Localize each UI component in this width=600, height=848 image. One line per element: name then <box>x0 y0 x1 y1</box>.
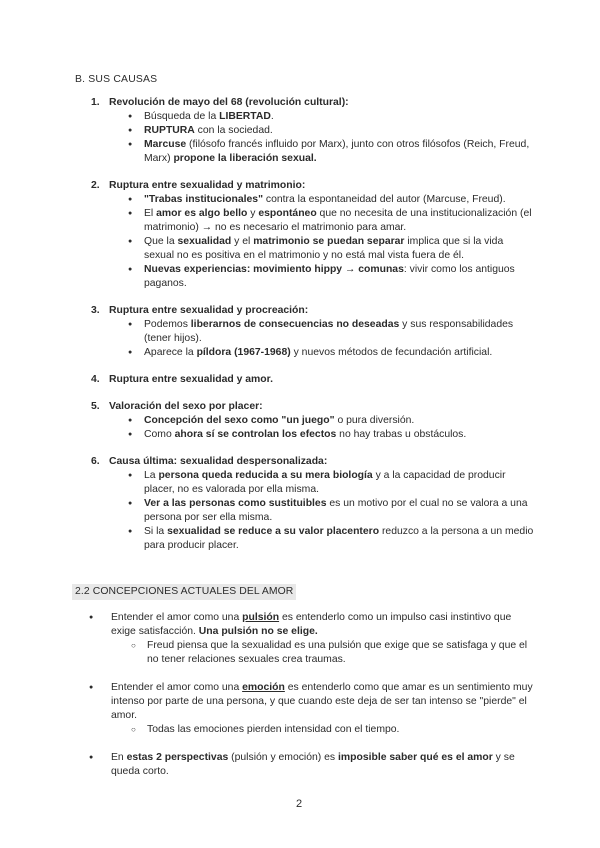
cause-bullet <box>144 110 535 124</box>
text-run: (filósofo francés influido por Marx), junto con otros filósofos (Reich, Freud, Marx) <box>144 139 530 164</box>
cause-bullet <box>144 138 535 166</box>
cause-number: 2. <box>91 180 100 191</box>
cause-bullet <box>144 193 535 207</box>
text-run: liberarnos de consecuencias no deseadas <box>190 319 400 330</box>
concept-item <box>75 611 535 667</box>
cause-number: 4. <box>91 374 100 385</box>
cause-item <box>75 400 535 442</box>
text-run: y nuevos métodos de fecundación artificial. <box>290 347 493 358</box>
text-run: con la sociedad. <box>194 125 273 136</box>
text-run: imposible saber qué es el amor <box>338 752 493 763</box>
text-run: RUPTURA <box>144 125 195 136</box>
text-run: Marcuse <box>144 139 187 150</box>
text-run: matrimonio se puedan separar <box>253 236 405 247</box>
text-run: emoción <box>242 682 285 693</box>
cause-title: Valoración del sexo por placer: <box>109 401 263 412</box>
text-run: LIBERTAD <box>219 111 271 122</box>
text-run: ahora sí se controlan los efectos <box>174 429 337 440</box>
text-run: sexualidad se reduce a su valor placentero <box>167 526 380 537</box>
text-run: y el <box>231 236 254 247</box>
cause-number: 1. <box>91 97 100 108</box>
cause-item <box>75 455 535 553</box>
section-title: 2.2 CONCEPCIONES ACTUALES DEL AMOR <box>72 584 296 600</box>
text-run: (pulsión y emoción) es <box>228 752 339 763</box>
cause-title: Causa última: sexualidad despersonalizada: <box>109 456 328 467</box>
text-run: y a la capacidad de producir placer, no es valorada por ella misma. <box>144 470 506 495</box>
concept-subbullet: ○ Todas las emociones pierden intensidad con el tiempo. <box>147 723 535 737</box>
text-run: : vivir como los antiguos paganos. <box>144 264 515 289</box>
cause-bullet <box>144 414 535 428</box>
text-run: espontáneo <box>258 208 317 219</box>
cause-bullets <box>109 414 535 442</box>
page-number: 2 <box>296 798 303 810</box>
text-run: Ver a las personas como sustituibles <box>144 498 327 509</box>
text-run: es entenderlo como que amar es un sentimiento muy intenso por parte de una persona, y que cuando este deja de ser tan intenso se "pierde" el amor. <box>111 682 533 721</box>
cause-title: Ruptura entre sexualidad y amor. <box>109 374 273 385</box>
cause-bullet <box>144 235 535 263</box>
cause-bullets <box>109 193 535 291</box>
text-run: Como <box>144 429 175 440</box>
text-run: y sus responsabilidades (tener hijos). <box>144 319 514 344</box>
cause-bullet <box>144 318 535 346</box>
text-run: es entenderlo como un impulso casi instintivo que exige satisfacción. <box>111 612 512 637</box>
concept-item <box>75 751 535 779</box>
text-run: Aparece la <box>144 347 197 358</box>
cause-bullets <box>109 318 535 360</box>
text-run: implica que si la vida sexual no es positiva en el matrimonio y no está mal vista fuera de él. <box>144 236 504 261</box>
text-run: Entender el amor como una <box>111 682 243 693</box>
text-run: Nuevas experiencias: movimiento hippy → comunas <box>144 264 404 275</box>
cause-bullet <box>144 263 535 291</box>
concept-item <box>75 681 535 737</box>
cause-bullets <box>109 469 535 553</box>
concept-subbullets <box>111 639 535 667</box>
text-run: Podemos <box>144 319 191 330</box>
text-run: reduzco a la persona a un medio para producir placer. <box>144 526 534 551</box>
cause-bullet <box>144 497 535 525</box>
text-run: píldora (1967-1968) <box>196 347 291 358</box>
text-run: y <box>247 208 259 219</box>
concept-text <box>111 681 535 723</box>
cause-number: 5. <box>91 401 100 412</box>
text-run: y se queda corto. <box>111 752 515 777</box>
concept-subbullet: ○ Freud piensa que la sexualidad es una pulsión que exige que se satisfaga y que el no tener relaciones sexuales crea traumas. <box>147 639 535 667</box>
cause-bullets <box>109 110 535 166</box>
text-run: Concepción del sexo como "un juego" <box>144 415 335 426</box>
cause-number: 3. <box>91 305 100 316</box>
text-run: La <box>144 470 159 481</box>
text-run: amor es algo bello <box>156 208 248 219</box>
text-run: sexualidad <box>177 236 232 247</box>
text-run: Si la <box>144 526 168 537</box>
text-run: o pura diversión. <box>334 415 415 426</box>
causes-list <box>75 96 535 566</box>
text-run: "Trabas institucionales" <box>144 194 263 205</box>
text-run: Que la <box>144 236 178 247</box>
text-run: . <box>270 111 274 122</box>
cause-item <box>75 373 535 387</box>
text-run: que no necesita de una institucionalización (el matrimonio) → no es necesario el matrimonio para amar. <box>144 208 532 233</box>
text-run: En <box>111 752 127 763</box>
section-heading: B. SUS CAUSAS <box>75 74 158 85</box>
text-run: pulsión <box>242 612 280 623</box>
cause-title: Ruptura entre sexualidad y procreación: <box>109 305 309 316</box>
text-run: El <box>144 208 157 219</box>
text-run: no hay trabas u obstáculos. <box>336 429 467 440</box>
cause-bullet <box>144 428 535 442</box>
cause-item <box>75 304 535 360</box>
text-run: persona queda reducida a su mera biología <box>158 470 373 481</box>
cause-number: 6. <box>91 456 100 467</box>
cause-bullet <box>144 207 535 235</box>
text-run: propone la liberación sexual. <box>173 153 317 164</box>
text-run: estas 2 perspectivas <box>126 752 229 763</box>
cause-bullet <box>144 525 535 553</box>
concept-text <box>111 751 535 779</box>
cause-bullet <box>144 124 535 138</box>
cause-title: Ruptura entre sexualidad y matrimonio: <box>109 180 306 191</box>
concept-subbullets <box>111 723 535 737</box>
cause-bullet <box>144 346 535 360</box>
concept-text <box>111 611 535 639</box>
cause-bullet <box>144 469 535 497</box>
cause-title: Revolución de mayo del 68 (revolución cultural): <box>109 97 349 108</box>
text-run: Una pulsión no se elige. <box>198 626 318 637</box>
cause-item <box>75 179 535 291</box>
text-run: es un motivo por el cual no se valora a una persona por ser ella misma. <box>144 498 528 523</box>
text-run: Búsqueda de la <box>144 111 220 122</box>
concepts-list <box>75 611 535 793</box>
text-run: Entender el amor como una <box>111 612 243 623</box>
text-run: contra la espontaneidad del autor (Marcuse, Freud). <box>263 194 506 205</box>
cause-item <box>75 96 535 166</box>
